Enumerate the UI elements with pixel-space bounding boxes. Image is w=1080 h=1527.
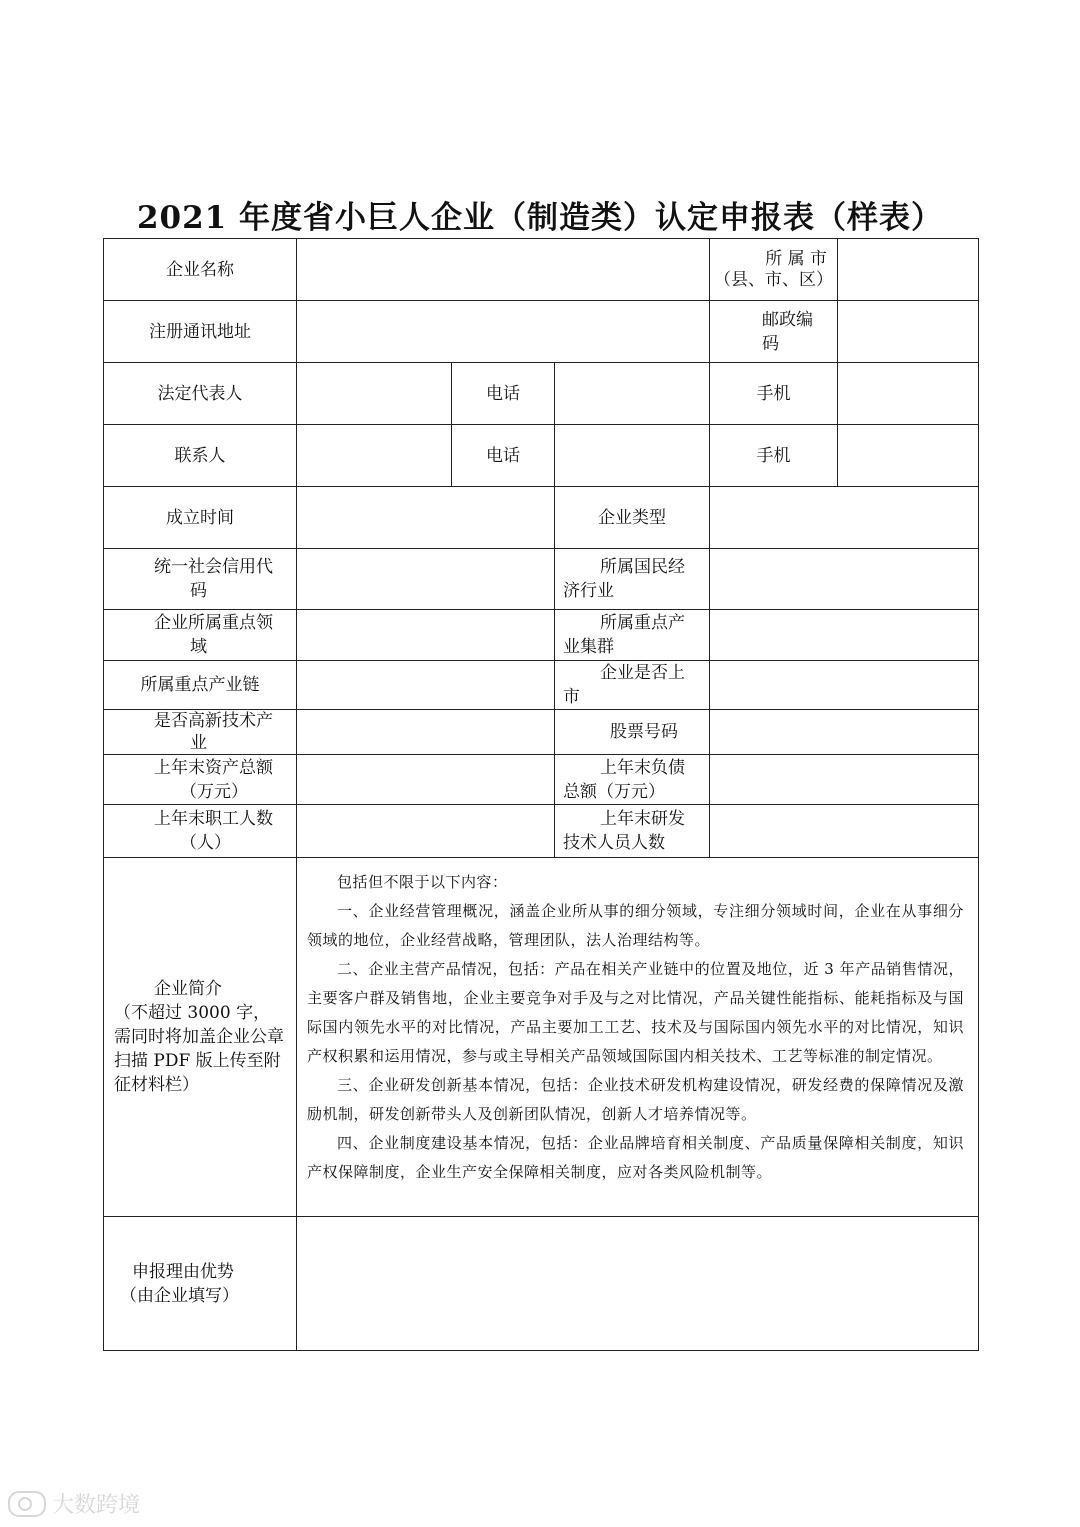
key-field-line1: 企业所属重点领	[154, 613, 273, 633]
application-form-table	[103, 238, 979, 1351]
table-row	[104, 549, 979, 610]
company-type-field[interactable]	[710, 487, 979, 549]
table-row	[104, 239, 979, 301]
legal-rep-phone-label: 电话	[452, 363, 555, 425]
legal-rep-label: 法定代表人	[104, 363, 297, 425]
legal-rep-field[interactable]	[297, 363, 452, 425]
rd-line2: 技术人员人数	[563, 833, 665, 853]
contact-mobile-label: 手机	[710, 425, 838, 487]
contact-mobile-field[interactable]	[838, 425, 979, 487]
debt-line2: 总额（万元）	[563, 781, 665, 802]
postcode-label-line1: 邮政编	[762, 309, 814, 330]
reason-field[interactable]	[297, 1217, 979, 1351]
stock-code-label: 股票号码	[555, 710, 710, 755]
contact-label: 联系人	[104, 425, 297, 487]
assets-line2: （万元）	[180, 781, 248, 802]
city-label	[710, 239, 838, 301]
table-row	[104, 661, 979, 710]
reason-note: （由企业填写）	[120, 1285, 239, 1306]
contact-field[interactable]	[297, 425, 452, 487]
page-title: 2021 年度省小巨人企业（制造类）认定申报表（样表）	[136, 200, 944, 236]
staff-line2: （人）	[180, 833, 231, 853]
company-name-field[interactable]	[297, 239, 710, 301]
listed-line2: 市	[563, 687, 580, 707]
staff-line1: 上年末职工人数	[154, 809, 273, 829]
postcode-field[interactable]	[838, 301, 979, 363]
intro-label-cell	[104, 858, 297, 1217]
industry-line2: 济行业	[563, 581, 614, 601]
key-field-field[interactable]	[297, 610, 555, 661]
stock-code-field[interactable]	[710, 710, 979, 755]
table-row	[104, 487, 979, 549]
address-field[interactable]	[297, 301, 710, 363]
city-field[interactable]	[838, 239, 979, 301]
reason-label-cell	[104, 1217, 297, 1351]
legal-rep-mobile-label: 手机	[710, 363, 838, 425]
watermark-logo-icon	[8, 1491, 46, 1517]
debt-label	[555, 755, 710, 805]
key-field-label	[104, 610, 297, 661]
credit-code-line1: 统一社会信用代	[154, 557, 273, 577]
table-row	[104, 805, 979, 858]
watermark-text: 大数跨境	[52, 1493, 141, 1518]
cluster-label	[555, 610, 710, 661]
cluster-line2: 业集群	[563, 637, 614, 657]
rd-label	[555, 805, 710, 858]
rd-line1: 上年末研发	[600, 809, 685, 829]
table-row	[104, 710, 979, 755]
established-label: 成立时间	[104, 487, 297, 549]
assets-line1: 上年末资产总额	[154, 757, 273, 778]
credit-code-line2: 码	[190, 581, 207, 601]
city-label-line2: （县、市、区）	[714, 269, 834, 290]
postcode-label	[710, 301, 838, 363]
credit-code-field[interactable]	[297, 549, 555, 610]
cluster-field[interactable]	[710, 610, 979, 661]
company-type-label: 企业类型	[555, 487, 710, 549]
address-label: 注册通讯地址	[104, 301, 297, 363]
table-row	[104, 363, 979, 425]
industry-line1: 所属国民经	[600, 557, 685, 577]
chain-label: 所属重点产业链	[104, 661, 297, 710]
listed-line1: 企业是否上	[600, 663, 685, 683]
credit-code-label	[104, 549, 297, 610]
reason-label: 申报理由优势	[132, 1261, 234, 1282]
intro-paragraph-1: 一、企业经营管理概况，涵盖企业所从事的细分领域，专注细分领域时间，企业在从事细分领域的地位，企业经营战略，管理团队，法人治理结构等。	[307, 902, 965, 949]
table-row	[104, 425, 979, 487]
table-row	[104, 301, 979, 363]
legal-rep-phone-field[interactable]	[555, 363, 710, 425]
cluster-line1: 所属重点产	[600, 613, 685, 633]
intro-paragraph-2: 二、企业主营产品情况，包括：产品在相关产业链中的位置及地位，近 3 年产品销售情况，主要客户群及销售地，企业主要竞争对手及与之对比情况，产品关键性能指标、能耗指标及与国际国内领先水平的对比情况，产品主要加工工艺、技术及与国际国内领先水平的对比情况，知识产权积累和运用情况，参与或主导相关产品领域国际国内相关技术、工艺等标准的制定情况。	[307, 960, 965, 1065]
contact-phone-field[interactable]	[555, 425, 710, 487]
contact-phone-label: 电话	[452, 425, 555, 487]
hightech-field[interactable]	[297, 710, 555, 755]
chain-field[interactable]	[297, 661, 555, 710]
table-row	[104, 1217, 979, 1351]
industry-label	[555, 549, 710, 610]
city-label-line1: 所 属 市	[765, 248, 828, 269]
assets-field[interactable]	[297, 755, 555, 805]
intro-description-cell[interactable]	[297, 858, 979, 1217]
hightech-label	[104, 710, 297, 755]
key-field-line2: 域	[190, 637, 207, 657]
debt-field[interactable]	[710, 755, 979, 805]
listed-field[interactable]	[710, 661, 979, 710]
intro-label: 企业简介	[154, 979, 222, 999]
table-row	[104, 610, 979, 661]
legal-rep-mobile-field[interactable]	[838, 363, 979, 425]
established-field[interactable]	[297, 487, 555, 549]
staff-field[interactable]	[297, 805, 555, 858]
table-row	[104, 755, 979, 805]
intro-paragraph-3: 三、企业研发创新基本情况，包括：企业技术研发机构建设情况，研发经费的保障情况及激励机制，研发创新带头人及创新团队情况，创新人才培养情况等。	[307, 1076, 965, 1123]
postcode-label-line2: 码	[762, 333, 780, 354]
intro-paragraph-4: 四、企业制度建设基本情况，包括：企业品牌培育相关制度、产品质量保障相关制度，知识产权保障制度，企业生产安全保障相关制度，应对各类风险机制等。	[307, 1134, 965, 1181]
debt-line1: 上年末负债	[600, 757, 685, 778]
staff-label	[104, 805, 297, 858]
watermark	[8, 1488, 140, 1519]
rd-field[interactable]	[710, 805, 979, 858]
hightech-line1: 是否高新技术产	[154, 711, 273, 731]
company-name-label: 企业名称	[104, 239, 297, 301]
listed-label	[555, 661, 710, 710]
hightech-line2: 业	[190, 733, 207, 753]
industry-field[interactable]	[710, 549, 979, 610]
intro-note: （不超过 3000 字，需同时将加盖企业公章扫描 PDF 版上传至附征材料栏）	[114, 1003, 284, 1095]
intro-lead: 包括但不限于以下内容：	[337, 873, 508, 891]
table-row	[104, 858, 979, 1217]
assets-label	[104, 755, 297, 805]
